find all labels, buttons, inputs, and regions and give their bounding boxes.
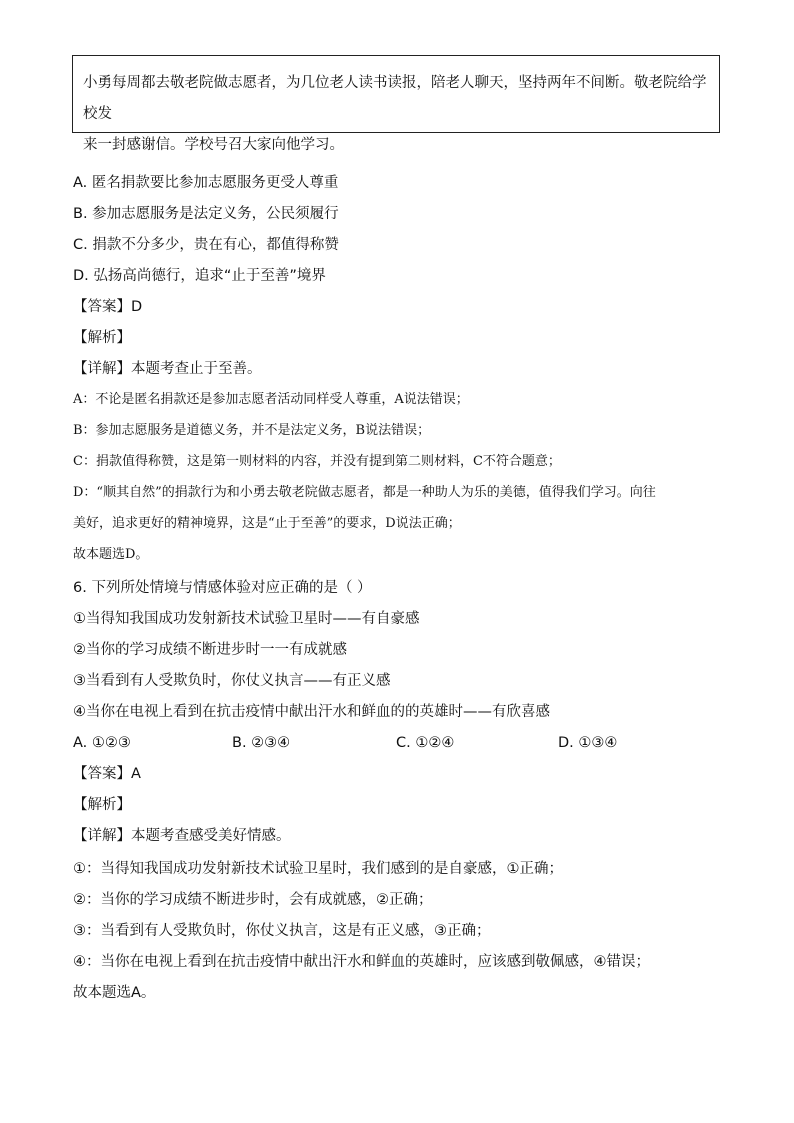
q6-item-2: ②当你的学习成绩不断进步时一一有成就感 <box>73 642 347 658</box>
q6-choice-c: C. ①②④ <box>396 735 455 751</box>
q5-explain-b: B：参加志愿服务是道德义务，并不是法定义务，B说法错误； <box>73 423 431 438</box>
q6-analysis-label: 【解析】 <box>73 797 131 813</box>
q5-explain-d-cont: 美好，追求更好的精神境界，这是“止于至善”的要求，D说法正确； <box>73 516 461 531</box>
q5-explain-d: D：“顺其自然”的捐款行为和小勇去敬老院做志愿者，都是一种助人为乐的美德，值得我们学习。向往 <box>73 485 656 500</box>
q6-explain-3: ③：当看到有人受欺负时，你仗义执言，这是有正义感，③正确； <box>73 923 491 939</box>
q6-item-1: ①当得知我国成功发射新技术试验卫星时——有自豪感 <box>73 611 420 627</box>
q6-choice-a: A. ①②③ <box>73 735 131 751</box>
q5-answer: 【答案】D <box>73 299 143 315</box>
q5-option-a: A. 匿名捐款要比参加志愿服务更受人尊重 <box>73 175 339 191</box>
q5-conclusion: 故本题选D。 <box>73 547 149 562</box>
q5-option-c: C. 捐款不分多少，贵在有心，都值得称赞 <box>73 237 339 253</box>
q6-answer: 【答案】A <box>73 766 141 782</box>
q6-conclusion: 故本题选A。 <box>73 985 156 1001</box>
q5-explain-c: C：捐款值得称赞，这是第一则材料的内容，并没有提到第二则材料，C不符合题意； <box>73 454 561 469</box>
material-box <box>72 55 720 153</box>
q6-item-4: ④当你在电视上看到在抗击疫情中献出汗水和鲜血的的英雄时——有欣喜感 <box>73 704 550 720</box>
q6-detail: 【详解】本题考查感受美好情感。 <box>73 828 291 844</box>
q5-explain-a: A：不论是匿名捐款还是参加志愿者活动同样受人尊重，A说法错误； <box>73 392 469 407</box>
q5-detail: 【详解】本题考查止于至善。 <box>73 361 262 377</box>
material-line-2: 来一封感谢信。学校号召大家向他学习。 <box>83 137 344 153</box>
q6-choice-b: B. ②③④ <box>232 735 291 751</box>
q6-stem: 6. 下列所处情境与情感体验对应正确的是（ ） <box>73 580 372 596</box>
q6-explain-2: ②：当你的学习成绩不断进步时，会有成就感，②正确； <box>73 892 433 908</box>
q6-explain-4: ④：当你在电视上看到在抗击疫情中献出汗水和鲜血的英雄时，应该感到敬佩感，④错误； <box>73 954 650 970</box>
q5-analysis-label: 【解析】 <box>73 330 131 346</box>
q5-option-d: D. 弘扬高尚德行，追求“止于至善”境界 <box>73 268 326 284</box>
q6-item-3: ③当看到有人受欺负时，你仗义执言——有正义感 <box>73 673 391 689</box>
material-line-1: 小勇每周都去敬老院做志愿者，为几位老人读书读报，陪老人聊天，坚持两年不间断。敬老院给学校发 <box>83 75 707 122</box>
q6-explain-1: ①：当得知我国成功发射新技术试验卫星时，我们感到的是自豪感，①正确； <box>73 861 563 877</box>
q6-choice-d: D. ①③④ <box>558 735 618 751</box>
q5-option-b: B. 参加志愿服务是法定义务，公民须履行 <box>73 206 339 222</box>
